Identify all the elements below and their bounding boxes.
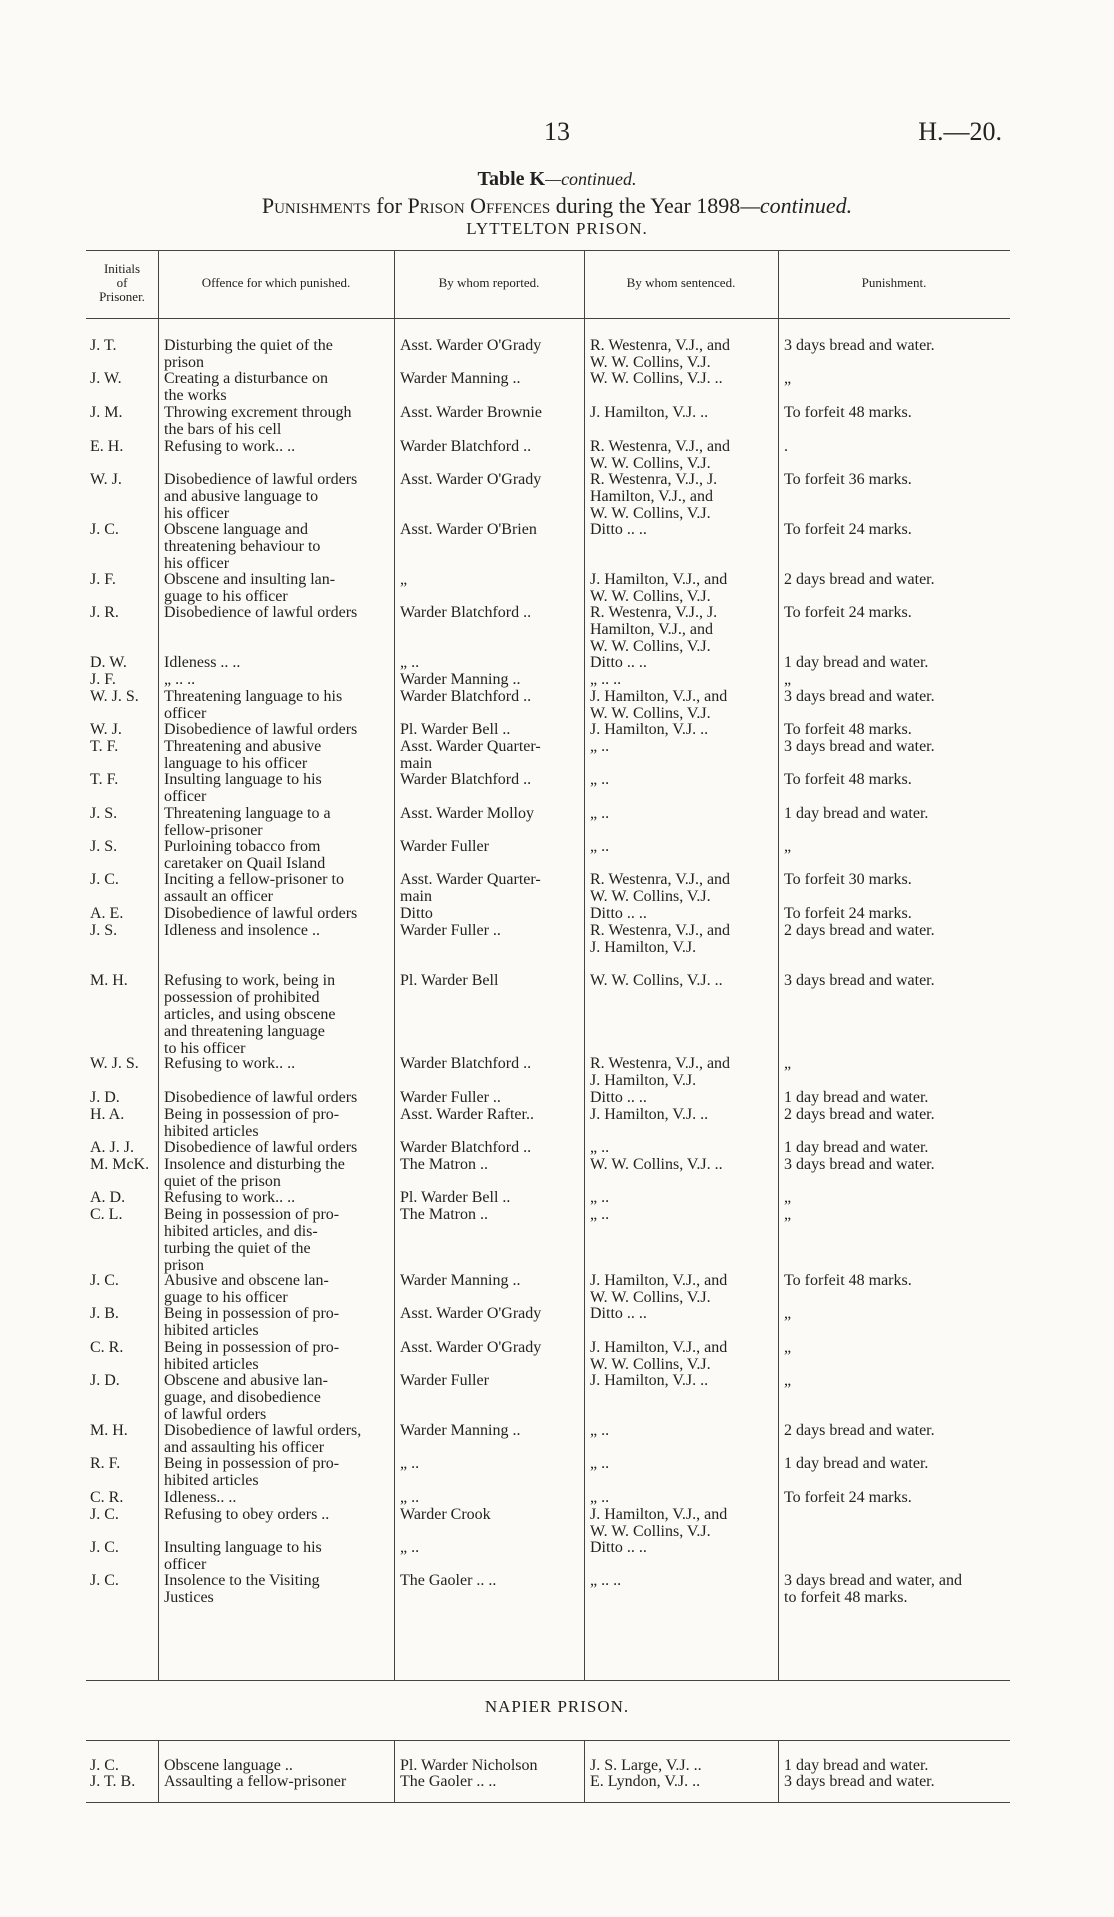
- offence-cell: Insolence and disturbing the quiet of the prison: [164, 1156, 345, 1190]
- subtitle-part-1: Punishments: [261, 193, 371, 218]
- punishment-cell: To forfeit 30 marks.: [784, 871, 912, 888]
- punishment-cell: 2 days bread and water.: [784, 571, 935, 588]
- reported-by-cell: Asst. Warder O'Grady: [400, 337, 542, 354]
- prisoner-initials: W. J. S.: [90, 688, 139, 705]
- prisoner-initials: J. C.: [90, 871, 119, 888]
- reported-by-cell: Asst. Warder Quarter- main: [400, 871, 541, 905]
- offence-cell: Inciting a fellow-prisoner to assault an officer: [164, 871, 344, 905]
- offence-cell: Insulting language to his officer: [164, 1539, 322, 1573]
- offence-cell: Disobedience of lawful orders: [164, 604, 358, 621]
- punishment-cell: To forfeit 24 marks.: [784, 905, 912, 922]
- sentenced-by-cell: Ditto .. ..: [590, 1089, 647, 1106]
- rule-lyttelton-bottom: [86, 1680, 1010, 1681]
- sentenced-by-cell: R. Westenra, V.J., J. Hamilton, V.J., and W. W. Collins, V.J.: [590, 471, 718, 522]
- sentenced-by-cell: Ditto .. ..: [590, 905, 647, 922]
- punishment-cell: „: [784, 1055, 792, 1072]
- rule-header-bottom: [86, 318, 1010, 319]
- punishment-cell: 3 days bread and water.: [784, 738, 935, 755]
- punishment-cell: „: [784, 838, 792, 855]
- reported-by-cell: Warder Fuller ..: [400, 1089, 501, 1106]
- reported-by-cell: Warder Blatchford ..: [400, 604, 532, 621]
- col-divider-1: [158, 250, 159, 1680]
- napier-col-divider-1: [158, 1740, 159, 1802]
- offence-cell: Purloining tobacco from caretaker on Quail Island: [164, 838, 326, 872]
- offence-cell: Threatening language to a fellow-prisoner: [164, 805, 331, 839]
- sentenced-by-cell: W. W. Collins, V.J. ..: [590, 1156, 723, 1173]
- offence-cell: Threatening and abusive language to his officer: [164, 738, 322, 772]
- offence-cell: Disturbing the quiet of the prison: [164, 337, 333, 371]
- offence-cell: Obscene language ..: [164, 1757, 293, 1774]
- reported-by-cell: Pl. Warder Bell ..: [400, 721, 511, 738]
- rule-top: [86, 250, 1010, 251]
- reported-by-cell: Pl. Warder Bell ..: [400, 1189, 511, 1206]
- subtitle-part-3: Prison Offences: [407, 193, 551, 218]
- sentenced-by-cell: R. Westenra, V.J., and J. Hamilton, V.J.: [590, 922, 731, 956]
- punishment-cell: 1 day bread and water.: [784, 1089, 929, 1106]
- napier-prison-heading: NAPIER PRISON.: [484, 1697, 630, 1716]
- prisoner-initials: C. R.: [90, 1339, 124, 1356]
- sentenced-by-cell: Ditto .. ..: [590, 654, 647, 671]
- offence-cell: Idleness .. ..: [164, 654, 241, 671]
- sentenced-by-cell: „ .. ..: [590, 1572, 622, 1589]
- header-reported: By whom reported.: [438, 275, 540, 290]
- prisoner-initials: J. T.: [90, 337, 117, 354]
- offence-cell: Disobedience of lawful orders: [164, 1089, 358, 1106]
- offence-cell: Obscene language and threatening behaviour to his officer: [164, 521, 321, 572]
- reported-by-cell: „: [400, 571, 408, 588]
- punishment-cell: To forfeit 48 marks.: [784, 1272, 912, 1289]
- prisoner-initials: M. McK.: [90, 1156, 150, 1173]
- reported-by-cell: Warder Manning ..: [400, 671, 521, 688]
- reported-by-cell: The Matron ..: [400, 1206, 488, 1223]
- header-offence: Offence for which punished.: [201, 275, 351, 290]
- punishment-cell: „: [784, 1372, 792, 1389]
- napier-col-divider-4: [778, 1740, 779, 1802]
- sentenced-by-cell: J. Hamilton, V.J., and W. W. Collins, V.J.: [590, 571, 728, 605]
- reported-by-cell: Pl. Warder Nicholson: [400, 1757, 538, 1774]
- prisoner-initials: E. H.: [90, 438, 124, 455]
- offence-cell: Obscene and insulting lan- guage to his officer: [164, 571, 336, 605]
- offence-cell: Refusing to obey orders ..: [164, 1506, 330, 1523]
- reported-by-cell: Asst. Warder O'Grady: [400, 471, 542, 488]
- prisoner-initials: J. C.: [90, 1572, 119, 1589]
- reported-by-cell: The Gaoler .. ..: [400, 1773, 497, 1790]
- punishment-cell: To forfeit 48 marks.: [784, 771, 912, 788]
- sentenced-by-cell: J. Hamilton, V.J. ..: [590, 1372, 709, 1389]
- sentenced-by-cell: J. Hamilton, V.J., and W. W. Collins, V.J.: [590, 1339, 728, 1373]
- prisoner-initials: J. C.: [90, 521, 119, 538]
- sentenced-by-cell: R. Westenra, V.J., J. Hamilton, V.J., and W. W. Collins, V.J.: [590, 604, 718, 655]
- prisoner-initials: J. C.: [90, 1506, 119, 1523]
- reported-by-cell: „ ..: [400, 654, 420, 671]
- prisoner-initials: J. M.: [90, 404, 123, 421]
- reported-by-cell: Warder Blatchford ..: [400, 1139, 532, 1156]
- offence-cell: Threatening language to his officer: [164, 688, 343, 722]
- sentenced-by-cell: J. Hamilton, V.J., and W. W. Collins, V.J.: [590, 688, 728, 722]
- sentenced-by-cell: J. Hamilton, V.J., and W. W. Collins, V.J.: [590, 1506, 728, 1540]
- offence-cell: „ .. ..: [164, 671, 196, 688]
- prisoner-initials: D. W.: [90, 654, 127, 671]
- prisoner-initials: J. T. B.: [90, 1773, 136, 1790]
- prisoner-initials: A. J. J.: [90, 1139, 135, 1156]
- prisoner-initials: J. B.: [90, 1305, 119, 1322]
- sentenced-by-cell: R. Westenra, V.J., and W. W. Collins, V.J.: [590, 337, 731, 371]
- prisoner-initials: H. A.: [90, 1106, 125, 1123]
- reported-by-cell: Warder Fuller: [400, 838, 489, 855]
- offence-cell: Disobedience of lawful orders: [164, 721, 358, 738]
- sentenced-by-cell: „ ..: [590, 1489, 610, 1506]
- reported-by-cell: Warder Blatchford ..: [400, 1055, 532, 1072]
- reported-by-cell: Asst. Warder Molloy: [400, 805, 534, 822]
- prisoner-initials: J. C.: [90, 1757, 119, 1774]
- punishment-cell: To forfeit 36 marks.: [784, 471, 912, 488]
- col-divider-2: [394, 250, 395, 1680]
- reported-by-cell: Warder Blatchford ..: [400, 438, 532, 455]
- offence-cell: Disobedience of lawful orders: [164, 1139, 358, 1156]
- prisoner-initials: T. F.: [90, 771, 119, 788]
- punishment-cell: 2 days bread and water.: [784, 1422, 935, 1439]
- offence-cell: Insolence to the Visiting Justices: [164, 1572, 320, 1606]
- punishment-cell: 1 day bread and water.: [784, 1455, 929, 1472]
- table-subtitle: [0, 193, 1114, 219]
- reported-by-cell: Warder Fuller: [400, 1372, 489, 1389]
- offence-cell: Being in possession of pro- hibited articles: [164, 1305, 340, 1339]
- punishment-cell: 3 days bread and water.: [784, 972, 935, 989]
- punishment-cell: .: [784, 438, 788, 455]
- prisoner-initials: J. W.: [90, 370, 122, 387]
- punishment-cell: „: [784, 1305, 792, 1322]
- prisoner-initials: C. R.: [90, 1489, 124, 1506]
- sentenced-by-cell: Ditto .. ..: [590, 1305, 647, 1322]
- lyttelton-prison-heading: LYTTELTON PRISON.: [466, 219, 648, 238]
- subtitle-part-4: during the Year 1898: [555, 193, 741, 218]
- reported-by-cell: The Matron ..: [400, 1156, 488, 1173]
- table-title-main: Table K: [477, 168, 546, 190]
- prisoner-initials: W. J.: [90, 721, 122, 738]
- prisoner-initials: J. F.: [90, 571, 116, 588]
- punishment-cell: To forfeit 24 marks.: [784, 1489, 912, 1506]
- offence-cell: Assaulting a fellow-prisoner: [164, 1773, 347, 1790]
- offence-cell: Being in possession of pro- hibited articles, and dis- turbing the quiet of the prison: [164, 1206, 340, 1274]
- punishment-cell: „: [784, 1189, 792, 1206]
- sentenced-by-cell: E. Lyndon, V.J. ..: [590, 1773, 701, 1790]
- sentenced-by-cell: „ ..: [590, 805, 610, 822]
- page-reference: H.—20.: [918, 117, 1002, 146]
- punishment-cell: To forfeit 24 marks.: [784, 521, 912, 538]
- punishment-cell: 1 day bread and water.: [784, 1757, 929, 1774]
- subtitle-continued: —continued.: [740, 193, 853, 218]
- reported-by-cell: Asst. Warder Brownie: [400, 404, 542, 421]
- reported-by-cell: Warder Blatchford ..: [400, 771, 532, 788]
- reported-by-cell: Asst. Warder Rafter..: [400, 1106, 534, 1123]
- col-divider-3: [584, 250, 585, 1680]
- prisoner-initials: C. L.: [90, 1206, 123, 1223]
- sentenced-by-cell: „ .. ..: [590, 671, 622, 688]
- reported-by-cell: Warder Manning ..: [400, 1272, 521, 1289]
- offence-cell: Refusing to work.. ..: [164, 1189, 296, 1206]
- offence-cell: Creating a disturbance on the works: [164, 370, 328, 404]
- prisoner-initials: M. H.: [90, 1422, 128, 1439]
- reported-by-cell: Warder Manning ..: [400, 1422, 521, 1439]
- sentenced-by-cell: J. S. Large, V.J. ..: [590, 1757, 702, 1774]
- prisoner-initials: T. F.: [90, 738, 119, 755]
- sentenced-by-cell: „ ..: [590, 1139, 610, 1156]
- offence-cell: Idleness.. ..: [164, 1489, 237, 1506]
- punishment-cell: 3 days bread and water.: [784, 337, 935, 354]
- reported-by-cell: Warder Fuller ..: [400, 922, 501, 939]
- subtitle-part-2: for: [376, 193, 402, 218]
- prisoner-initials: W. J. S.: [90, 1055, 139, 1072]
- reported-by-cell: The Gaoler .. ..: [400, 1572, 497, 1589]
- sentenced-by-cell: J. Hamilton, V.J., and W. W. Collins, V.J.: [590, 1272, 728, 1306]
- punishment-cell: 2 days bread and water.: [784, 922, 935, 939]
- header-initials: Initials of Prisoner.: [99, 261, 145, 304]
- rule-bottom: [86, 1802, 1010, 1803]
- sentenced-by-cell: Ditto .. ..: [590, 521, 647, 538]
- offence-cell: Being in possession of pro- hibited articles: [164, 1455, 340, 1489]
- offence-cell: Refusing to work.. ..: [164, 1055, 296, 1072]
- punishment-cell: 1 day bread and water.: [784, 1139, 929, 1156]
- sentenced-by-cell: „ ..: [590, 1455, 610, 1472]
- sentenced-by-cell: J. Hamilton, V.J. ..: [590, 404, 709, 421]
- offence-cell: Insulting language to his officer: [164, 771, 322, 805]
- sentenced-by-cell: W. W. Collins, V.J. ..: [590, 370, 723, 387]
- sentenced-by-cell: R. Westenra, V.J., and W. W. Collins, V.J.: [590, 871, 731, 905]
- reported-by-cell: Asst. Warder O'Brien: [400, 521, 537, 538]
- punishment-cell: „: [784, 1206, 792, 1223]
- sentenced-by-cell: „ ..: [590, 771, 610, 788]
- sentenced-by-cell: R. Westenra, V.J., and W. W. Collins, V.J.: [590, 438, 731, 472]
- offence-cell: Idleness and insolence ..: [164, 922, 320, 939]
- punishment-cell: To forfeit 48 marks.: [784, 404, 912, 421]
- punishment-cell: 1 day bread and water.: [784, 805, 929, 822]
- punishment-cell: 1 day bread and water.: [784, 654, 929, 671]
- punishment-cell: „: [784, 671, 792, 688]
- sentenced-by-cell: J. Hamilton, V.J. ..: [590, 721, 709, 738]
- prisoner-initials: R. F.: [90, 1455, 121, 1472]
- header-sentenced: By whom sentenced.: [626, 275, 736, 290]
- header-punishment: Punishment.: [861, 275, 927, 290]
- offence-cell: Throwing excrement through the bars of his cell: [164, 404, 352, 438]
- offence-cell: Refusing to work.. ..: [164, 438, 296, 455]
- reported-by-cell: „ ..: [400, 1489, 420, 1506]
- rule-napier-top: [86, 1740, 1010, 1741]
- reported-by-cell: Warder Manning ..: [400, 370, 521, 387]
- napier-col-divider-2: [394, 1740, 395, 1802]
- prisoner-initials: J. C.: [90, 1272, 119, 1289]
- punishment-cell: 3 days bread and water.: [784, 1156, 935, 1173]
- offence-cell: Obscene and abusive lan- guage, and disobedience of lawful orders: [164, 1372, 328, 1423]
- sentenced-by-cell: R. Westenra, V.J., and J. Hamilton, V.J.: [590, 1055, 731, 1089]
- sentenced-by-cell: „ ..: [590, 1422, 610, 1439]
- page-number: 13: [544, 117, 570, 146]
- punishment-cell: 3 days bread and water, and to forfeit 48 marks.: [784, 1572, 962, 1606]
- sentenced-by-cell: „ ..: [590, 838, 610, 855]
- reported-by-cell: Warder Blatchford ..: [400, 688, 532, 705]
- punishment-cell: To forfeit 48 marks.: [784, 721, 912, 738]
- sentenced-by-cell: Ditto .. ..: [590, 1539, 647, 1556]
- sentenced-by-cell: J. Hamilton, V.J. ..: [590, 1106, 709, 1123]
- prisoner-initials: J. R.: [90, 604, 119, 621]
- punishment-cell: To forfeit 24 marks.: [784, 604, 912, 621]
- offence-cell: Abusive and obscene lan- guage to his officer: [164, 1272, 329, 1306]
- table-title: [0, 168, 1114, 191]
- reported-by-cell: „ ..: [400, 1539, 420, 1556]
- prisoner-initials: J. D.: [90, 1372, 120, 1389]
- reported-by-cell: Asst. Warder O'Grady: [400, 1339, 542, 1356]
- prisoner-initials: A. D.: [90, 1189, 126, 1206]
- sentenced-by-cell: „ ..: [590, 1189, 610, 1206]
- prisoner-initials: J. F.: [90, 671, 116, 688]
- prisoner-initials: J. S.: [90, 805, 118, 822]
- offence-cell: Being in possession of pro- hibited articles: [164, 1106, 340, 1140]
- offence-cell: Being in possession of pro- hibited articles: [164, 1339, 340, 1373]
- offence-cell: Disobedience of lawful orders, and assaulting his officer: [164, 1422, 362, 1456]
- col-divider-4: [778, 250, 779, 1680]
- offence-cell: Refusing to work, being in possession of prohibited articles, and using obscene and threatening language to his officer: [164, 972, 336, 1057]
- prisoner-initials: J. S.: [90, 922, 118, 939]
- reported-by-cell: Asst. Warder O'Grady: [400, 1305, 542, 1322]
- punishment-cell: „: [784, 370, 792, 387]
- punishment-cell: 3 days bread and water.: [784, 688, 935, 705]
- napier-col-divider-3: [584, 1740, 585, 1802]
- punishment-cell: 3 days bread and water.: [784, 1773, 935, 1790]
- reported-by-cell: Warder Crook: [400, 1506, 491, 1523]
- reported-by-cell: Ditto: [400, 905, 433, 922]
- offence-cell: Disobedience of lawful orders and abusive language to his officer: [164, 471, 358, 522]
- punishment-cell: „: [784, 1339, 792, 1356]
- reported-by-cell: Pl. Warder Bell: [400, 972, 499, 989]
- reported-by-cell: „ ..: [400, 1455, 420, 1472]
- reported-by-cell: Asst. Warder Quarter- main: [400, 738, 541, 772]
- sentenced-by-cell: „ ..: [590, 738, 610, 755]
- prisoner-initials: A. E.: [90, 905, 124, 922]
- prisoner-initials: W. J.: [90, 471, 122, 488]
- prisoner-initials: M. H.: [90, 972, 128, 989]
- sentenced-by-cell: W. W. Collins, V.J. ..: [590, 972, 723, 989]
- table-title-continued: —continued.: [545, 169, 637, 189]
- prisoner-initials: J. C.: [90, 1539, 119, 1556]
- prisoner-initials: J. S.: [90, 838, 118, 855]
- punishment-cell: 2 days bread and water.: [784, 1106, 935, 1123]
- offence-cell: Disobedience of lawful orders: [164, 905, 358, 922]
- prisoner-initials: J. D.: [90, 1089, 120, 1106]
- sentenced-by-cell: „ ..: [590, 1206, 610, 1223]
